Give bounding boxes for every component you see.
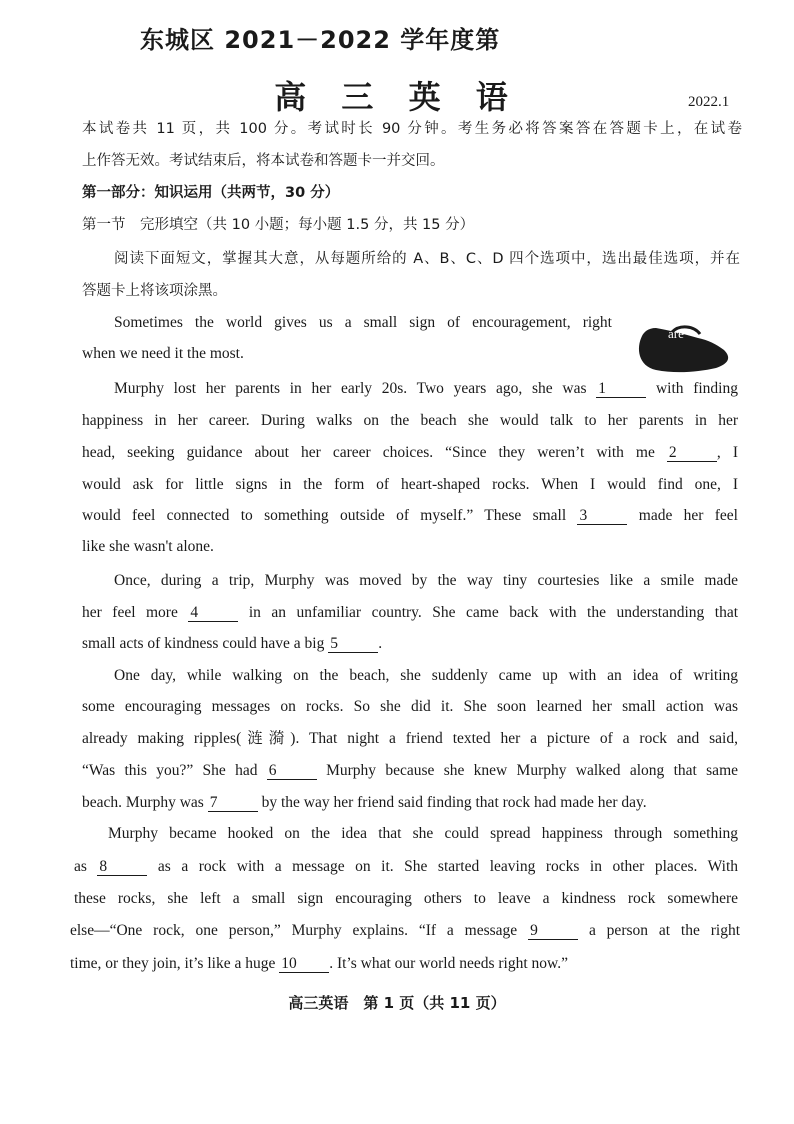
passage-line: would feel connected to something outside of myself.” These small 3 made her feel — [82, 507, 738, 524]
ink-stamp-icon — [628, 314, 738, 376]
blank-6: 6 — [267, 762, 317, 780]
passage-line: like she wasn't alone. — [82, 538, 214, 555]
exam-header: 东城区 2021－2022 学年度第 — [140, 26, 501, 54]
exam-date: 2022.1 — [688, 94, 730, 110]
passage-line: One day, while walking on the beach, she suddenly came up with an idea of writing — [114, 667, 738, 684]
blank-5: 5 — [328, 635, 378, 653]
passage-line: Murphy became hooked on the idea that she could spread happiness through something — [108, 825, 738, 842]
passage-line: her feel more 4 in an unfamiliar country. She came back with the understanding that — [82, 604, 739, 621]
blank-1: 1 — [596, 380, 646, 398]
passage-line: “Was this you?” She had 6 Murphy because she knew Murphy walked along that same — [82, 762, 739, 779]
passage-line: Once, during a trip, Murphy was moved by the way tiny courtesies like a smile made — [114, 572, 738, 589]
passage-line: some encouraging messages on rocks. So she did it. She soon learned her small action was — [82, 698, 738, 715]
passage-line: these rocks, she left a small sign encouraging others to leave a kindness rock somewhere — [74, 890, 738, 907]
directions-line-2: 答题卡上将该项涂黑。 — [82, 283, 227, 299]
passage-line: head, seeking guidance about her career choices. “Since they weren’t with me 2 , I — [82, 444, 738, 461]
passage-line: Murphy lost her parents in her early 20s. Two years ago, she was 1 with finding — [114, 380, 738, 397]
section-heading: 第一节 完形填空（共 10 小题；每小题 1.5 分，共 15 分） — [82, 217, 475, 233]
passage-line: as 8 as a rock with a message on it. She started leaving rocks in other places. With — [74, 858, 739, 875]
passage-line: happiness in her career. During walks on the beach she would talk to her parents in her — [82, 412, 738, 429]
blank-8: 8 — [97, 858, 147, 876]
passage-line: small acts of kindness could have a big 5 . — [82, 635, 383, 652]
passage-line: beach. Murphy was 7 by the way her friend said finding that rock had made her day. — [82, 794, 647, 811]
page-footer: 高三英语 第 1 页（共 11 页） — [288, 994, 506, 1012]
passage-line: Sometimes the world gives us a small sign of encouragement, right — [114, 314, 612, 331]
blank-10: 10 — [279, 955, 329, 973]
blank-9: 9 — [528, 922, 578, 940]
passage-line: when we need it the most. — [82, 345, 244, 362]
instructions-line-1: 本试卷共 11 页，共 100 分。考试时长 90 分钟。考生务必将答案答在答题卡上，在试卷 — [82, 121, 742, 137]
blank-2: 2 — [667, 444, 717, 462]
passage-line: time, or they join, it’s like a huge 10 . It’s what our world needs right now.” — [70, 955, 568, 972]
page-title: 高 三 英 语 — [274, 78, 520, 116]
passage-line: already making ripples(涟漪). That night a friend texted her a picture of a rock and said, — [82, 730, 738, 747]
blank-3: 3 — [577, 507, 627, 525]
part-heading: 第一部分：知识运用（共两节，30 分） — [82, 185, 340, 201]
passage-line: would ask for little signs in the form of heart-shaped rocks. When I would find one, I — [82, 476, 738, 493]
stamp-text: are — [668, 326, 684, 341]
passage-line: else—“One rock, one person,” Murphy explains. “If a message 9 a person at the right — [70, 922, 741, 939]
directions-line-1: 阅读下面短文，掌握其大意，从每题所给的 A、B、C、D 四个选项中，选出最佳选项，并在 — [114, 251, 740, 267]
blank-7: 7 — [208, 794, 258, 812]
blank-4: 4 — [188, 604, 238, 622]
instructions-line-2: 上作答无效。考试结束后，将本试卷和答题卡一并交回。 — [82, 153, 445, 169]
